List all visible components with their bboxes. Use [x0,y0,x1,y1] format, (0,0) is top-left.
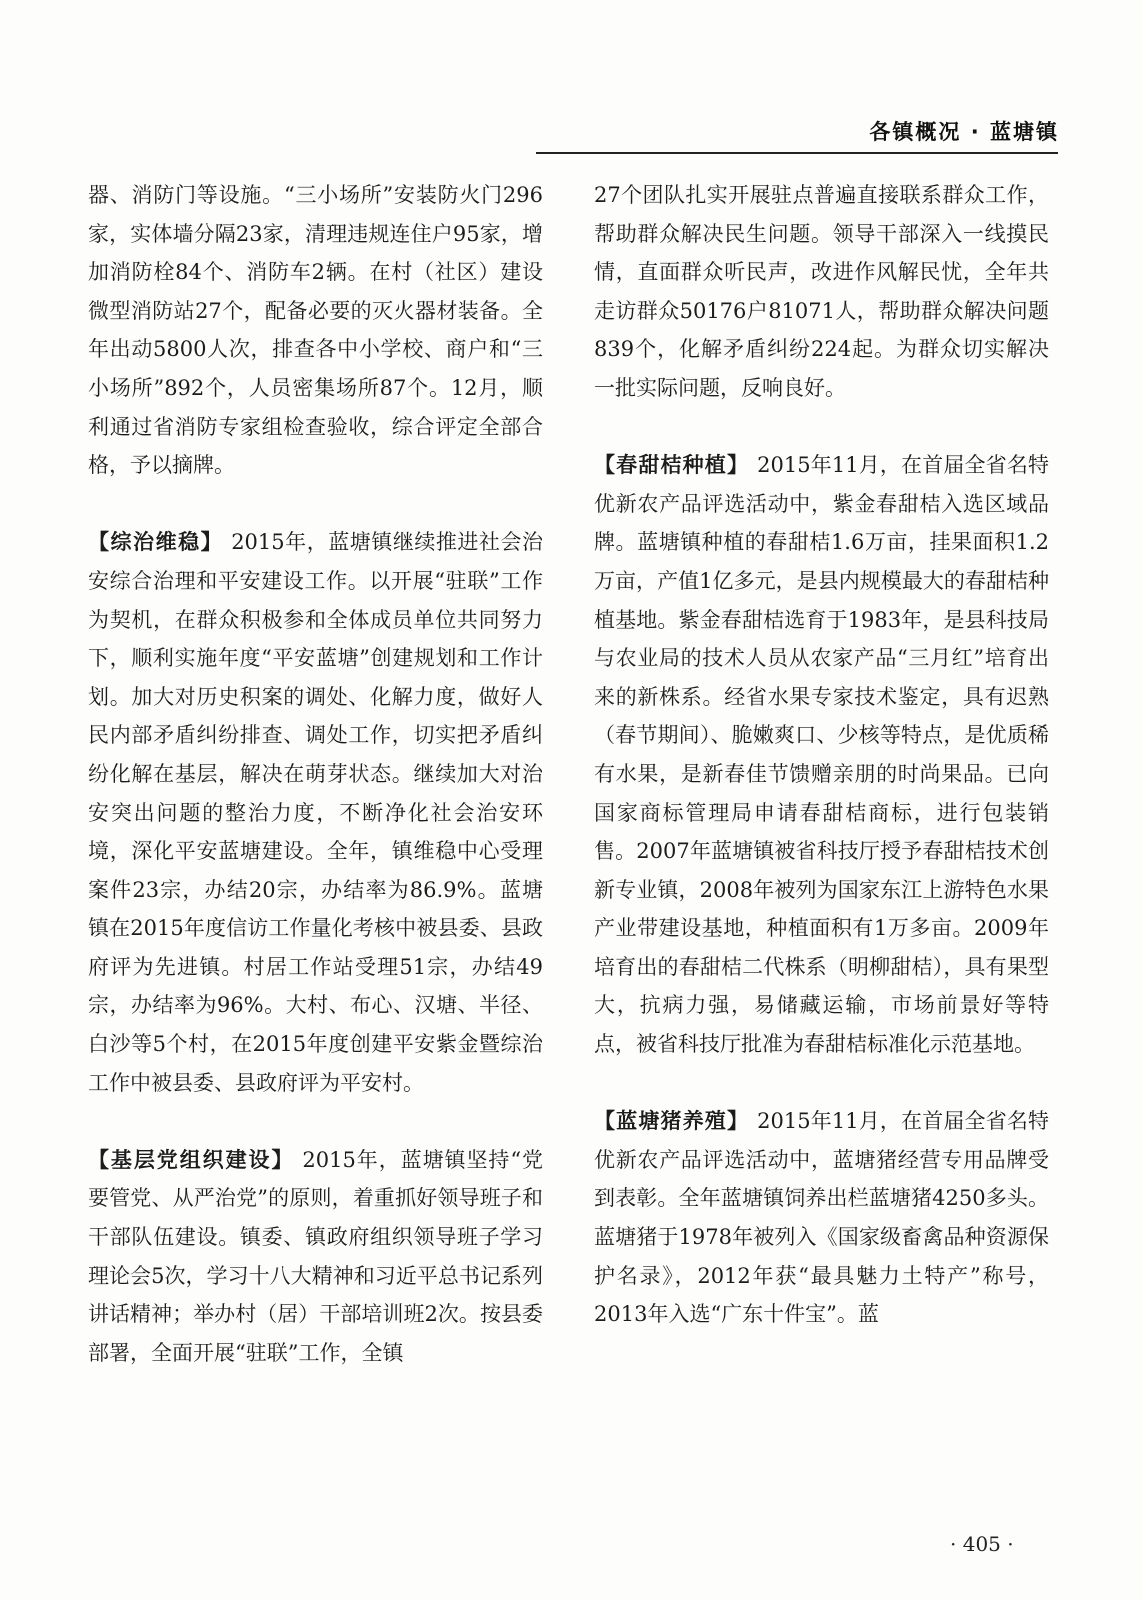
page-number: · 405 · [950,1532,1014,1556]
pig-farming-paragraph [594,1102,1049,1334]
right-column [594,176,1049,1372]
citrus-body: 2015年11月，在首届全省名特优新农产品评选活动中，紫金春甜桔入选区域品牌。蓝塘镇种植的春甜桔1.6万亩，挂果面积1.2万亩，产值1亿多元，是县内规模最大的春甜桔种植基地。紫金春甜桔选育于1983年，是县科技局与农业局的技术人员从农家产品“三月红”培育出来的新株系。经省水果专家技术鉴定，具有迟熟（春节期间）、脆嫩爽口、少核等特点，是优质稀有水果，是新春佳节馈赠亲朋的时尚果品。已向国家商标管理局申请春甜桔商标，进行包装销售。2007年蓝塘镇被省科技厅授予春甜桔技术创新专业镇，2008年被列为国家东江上游特色水果产业带建设基地，种植面积有1万多亩。2009年培育出的春甜桔二代株系（明柳甜桔），具有果型大，抗病力强，易储藏运输，市场前景好等特点，被省科技厅批准为春甜桔标准化示范基地。 [594,453,1050,1057]
pig-farming-heading: 【蓝塘猪养殖】 [594,1109,750,1134]
stability-paragraph [88,523,543,1102]
left-column [88,176,543,1411]
header-dot: · [970,120,981,144]
stability-heading: 【综治维稳】 [88,530,224,555]
header-rule [536,152,1058,154]
party-building-heading: 【基层党组织建设】 [88,1147,295,1172]
citrus-heading: 【春甜桔种植】 [594,453,750,478]
party-building-paragraph [88,1141,543,1373]
fire-safety-paragraph: 器、消防门等设施。“三小场所”安装防火门296家，实体墙分隔23家，清理违规连住户95家，增加消防栓84个、消防车2辆。在村（社区）建设微型消防站27个，配备必要的灭火器材装备。全年出动5800人次，排查各中小学校、商户和“三小场所”892个，人员密集场所87个。12月，顺利通过省消防专家组检查验收，综合评定全部合格，予以摘牌。 [88,183,543,478]
citrus-paragraph [594,446,1049,1064]
header-section: 各镇概况 [869,120,962,144]
stability-body: 2015年，蓝塘镇继续推进社会治安综合治理和平安建设工作。以开展“驻联”工作为契机，在群众积极参和全体成员单位共同努力下，顺利实施年度“平安蓝塘”创建规划和工作计划。加大对历史积案的调处、化解力度，做好人民内部矛盾纠纷排查、调处工作，切实把矛盾纠纷化解在基层，解决在萌芽状态。继续加大对治安突出问题的整治力度，不断净化社会治安环境，深化平安蓝塘建设。全年，镇维稳中心受理案件23宗，办结20宗，办结率为86.9%。蓝塘镇在2015年度信访工作量化考核中被县委、县政府评为先进镇。村居工作站受理51宗，办结49宗，办结率为96%。大村、布心、汉塘、半径、白沙等5个村，在2015年度创建平安紫金暨综治工作中被县委、县政府评为平安村。 [88,530,543,1095]
outreach-paragraph: 27个团队扎实开展驻点普遍直接联系群众工作，帮助群众解决民生问题。领导干部深入一线摸民情，直面群众听民声，改进作风解民忧，全年共走访群众50176户81071人，帮助群众解决问题839个，化解矛盾纠纷224起。为群众切实解决一批实际问题，反响良好。 [594,183,1049,400]
party-building-body: 2015年，蓝塘镇坚持“党要管党、从严治党”的原则，着重抓好领导班子和干部队伍建设。镇委、镇政府组织领导班子学习理论会5次，学习十八大精神和习近平总书记系列讲话精神；举办村（居）干部培训班2次。按县委部署，全面开展“驻联”工作，全镇 [88,1147,543,1365]
running-header [869,116,1059,146]
pig-farming-body: 2015年11月，在首届全省名特优新农产品评选活动中，蓝塘猪经营专用品牌受到表彰。全年蓝塘镇饲养出栏蓝塘猪4250多头。蓝塘猪于1978年被列入《国家级畜禽品种资源保护名录》，2012年获“最具魅力土特产”称号，2013年入选“广东十件宝”。蓝 [594,1109,1050,1327]
header-town: 蓝塘镇 [990,120,1059,144]
